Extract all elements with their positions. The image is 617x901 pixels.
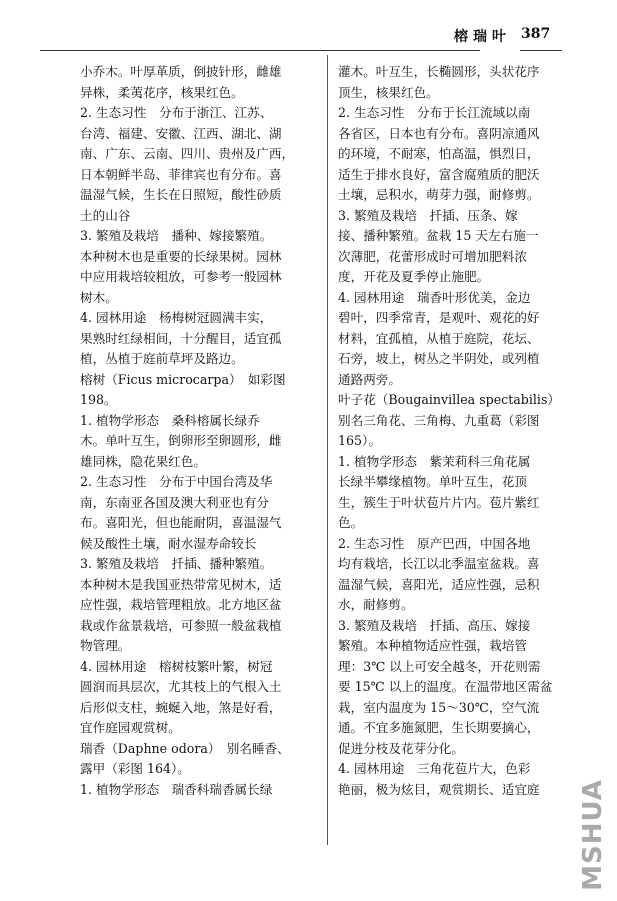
text-line: 果熟时红绿相间，十分醒目，适宜孤 [80, 330, 282, 346]
text-line: 要 15℃ 以上的温度。在温带地区需盆 [338, 679, 553, 694]
text-line: 南，东南亚各国及澳大利亚也有分 [80, 494, 269, 510]
text-line: 各省区，日本也有分布。喜阴凉通风 [338, 125, 540, 141]
text-line: 色。 [338, 515, 364, 530]
text-line: 3. 繁殖及栽培 扦插、压条、嫁 [338, 207, 518, 223]
text-line: 促进分枝及花芽分化。 [338, 740, 464, 756]
text-line: 4. 园林用途 杨梅树冠圆满丰实， [80, 310, 273, 325]
header-rule-right [520, 50, 562, 51]
text-line: 本种树木是我国亚热带常见树木，适 [80, 576, 282, 592]
text-line: 艳丽，极为炫目，观赏期长、适宜庭 [338, 781, 540, 797]
text-line: 1. 植物学形态 瑞香科瑞香属长绿 [80, 781, 273, 797]
text-line: 圆润而具层次，尤其枝上的气根入土 [80, 679, 282, 694]
text-line: 物管理。 [80, 638, 131, 653]
text-line: 布。喜阳光，但也能耐阴，喜温湿气 [80, 515, 282, 530]
text-line: 宜作庭园观赏树。 [80, 720, 181, 735]
text-line: 温湿气候，喜阳光，适应性强，忌积 [338, 576, 540, 592]
text-line: 次薄肥，花蕾形成时可增加肥料浓 [338, 248, 527, 264]
text-line: 长绿半攀缘植物。单叶互生，花顶 [338, 474, 527, 489]
text-line: 石旁，坡上，树丛之半阴处，或列植 [338, 351, 540, 366]
text-line: 2. 生态习性 原产巴西，中国各地 [338, 535, 531, 551]
text-line: 日本朝鲜半岛、菲律宾也有分布。喜 [80, 166, 282, 182]
text-line: 生，簇生于叶状苞片片内。苞片紫红 [338, 494, 540, 510]
text-line: 4. 园林用途 瑞香叶形优美，金边 [338, 289, 531, 305]
text-line: 南、广东、云南、四川、贵州及广西， [80, 146, 295, 161]
text-line: 均有栽培，长江以北季温室盆栽。喜 [338, 556, 540, 571]
page-header [0, 26, 617, 50]
text-line: 碧叶，四季常青，是观叶、观花的好 [338, 310, 540, 325]
text-line: 候及酸性土壤，耐水湿寿命较长 [80, 535, 257, 551]
text-line: 中应用栽培较粗放，可参考一般园林 [80, 269, 282, 284]
text-line: 适生于排水良好，富含腐殖质的肥沃 [338, 166, 540, 182]
text-line: 雄同株，隐花果红色。 [80, 453, 206, 469]
text-line: 2. 生态习性 分布于中国台湾及华 [80, 474, 273, 489]
text-line: 3. 繁殖及栽培 扦插、播种繁殖。 [80, 556, 273, 571]
column-divider [327, 55, 328, 845]
text-line: 理：3℃ 以上可安全越冬，开花则需 [338, 658, 541, 674]
text-line: 露甲（彩图 164）。 [80, 761, 190, 776]
text-line: 1. 植物学形态 紫茉莉科三角花属 [338, 453, 531, 469]
text-line: 栽，室内温度为 15～30℃，空气流 [338, 699, 540, 715]
text-line: 灌木。叶互生，长椭圆形，头状花序 [338, 64, 540, 79]
text-line: 1. 植物学形态 桑科榕属长绿乔 [80, 412, 260, 428]
text-line: 土的山谷 [80, 207, 131, 223]
text-line: 165）。 [338, 433, 381, 448]
page-number: 387 [521, 26, 551, 42]
text-line: 顶生，核果红色。 [338, 84, 439, 100]
text-line: 材料，宜孤植，从植于庭院，花坛、 [338, 330, 540, 346]
text-line: 瑞香（Daphne odora） 别名睡香、 [80, 740, 290, 756]
text-line: 异株，柔荑花序，核果红色。 [80, 84, 244, 100]
text-line: 温湿气候，生长在日照短，酸性砂质 [80, 187, 282, 202]
text-line: 树木。 [80, 289, 118, 305]
text-line: 2. 生态习性 分布于浙江、江苏、 [80, 105, 273, 120]
text-line: 榕树（Ficus microcarpa） 如彩图 [80, 371, 286, 387]
text-line: 2. 生态习性 分布于长江流域以南 [338, 105, 531, 120]
text-line: 植，丛植于庭前草坪及路边。 [80, 351, 244, 366]
text-line: 繁殖。本种植物适应性强，栽培管 [338, 638, 527, 653]
text-line: 台湾、福建、安徽、江西、湖北、湖 [80, 125, 282, 141]
text-line: 的环境，不耐寒，怕高温，惧烈日， [338, 146, 540, 161]
text-line: 3. 繁殖及栽培 播种、嫁接繁殖。 [80, 228, 273, 243]
text-line: 水，耐修剪。 [338, 597, 414, 612]
text-line: 栽或作盆景栽培，可参照一般盆栽植 [80, 617, 282, 633]
text-line: 叶子花（Bougainvillea spectabilis） [338, 392, 560, 407]
header-rule [40, 50, 480, 51]
text-line: 土壤，忌积水，萌芽力强，耐修剪。 [338, 187, 540, 202]
text-line: 小乔木。叶厚革质，倒披针形，雌雄 [80, 64, 282, 79]
text-line: 4. 园林用途 三角花苞片大，色彩 [338, 761, 531, 776]
text-line: 应性强，栽培管理粗放。北方地区盆 [80, 597, 282, 612]
text-line: 3. 繁殖及栽培 扦插、高压、嫁接 [338, 617, 531, 633]
text-line: 接、播种繁殖。盆栽 15 天左右施一 [338, 228, 539, 243]
text-line: 别名三角花、三角梅、九重葛（彩图 [338, 412, 540, 428]
text-line: 木。单叶互生，倒卵形至卵圆形，雌 [80, 433, 282, 448]
text-line: 4. 园林用途 榕树枝繁叶繁，树冠 [80, 658, 273, 674]
watermark-text: MSHUA [578, 779, 609, 891]
text-line: 度，开花及夏季停止施肥。 [338, 269, 490, 284]
text-line: 198。 [80, 392, 117, 407]
right-column [338, 62, 584, 800]
watermark [573, 779, 613, 891]
text-line: 本种树木也是重要的长绿果树。园林 [80, 248, 282, 264]
text-line: 后形似支柱，蜿蜒入地，煞是好看， [80, 699, 282, 715]
text-line: 通路两旁。 [338, 371, 401, 387]
left-column [80, 62, 326, 800]
running-title: 榕瑞叶 [454, 29, 511, 45]
text-line: 通。不宜多施氮肥，生长期要摘心， [338, 720, 540, 735]
